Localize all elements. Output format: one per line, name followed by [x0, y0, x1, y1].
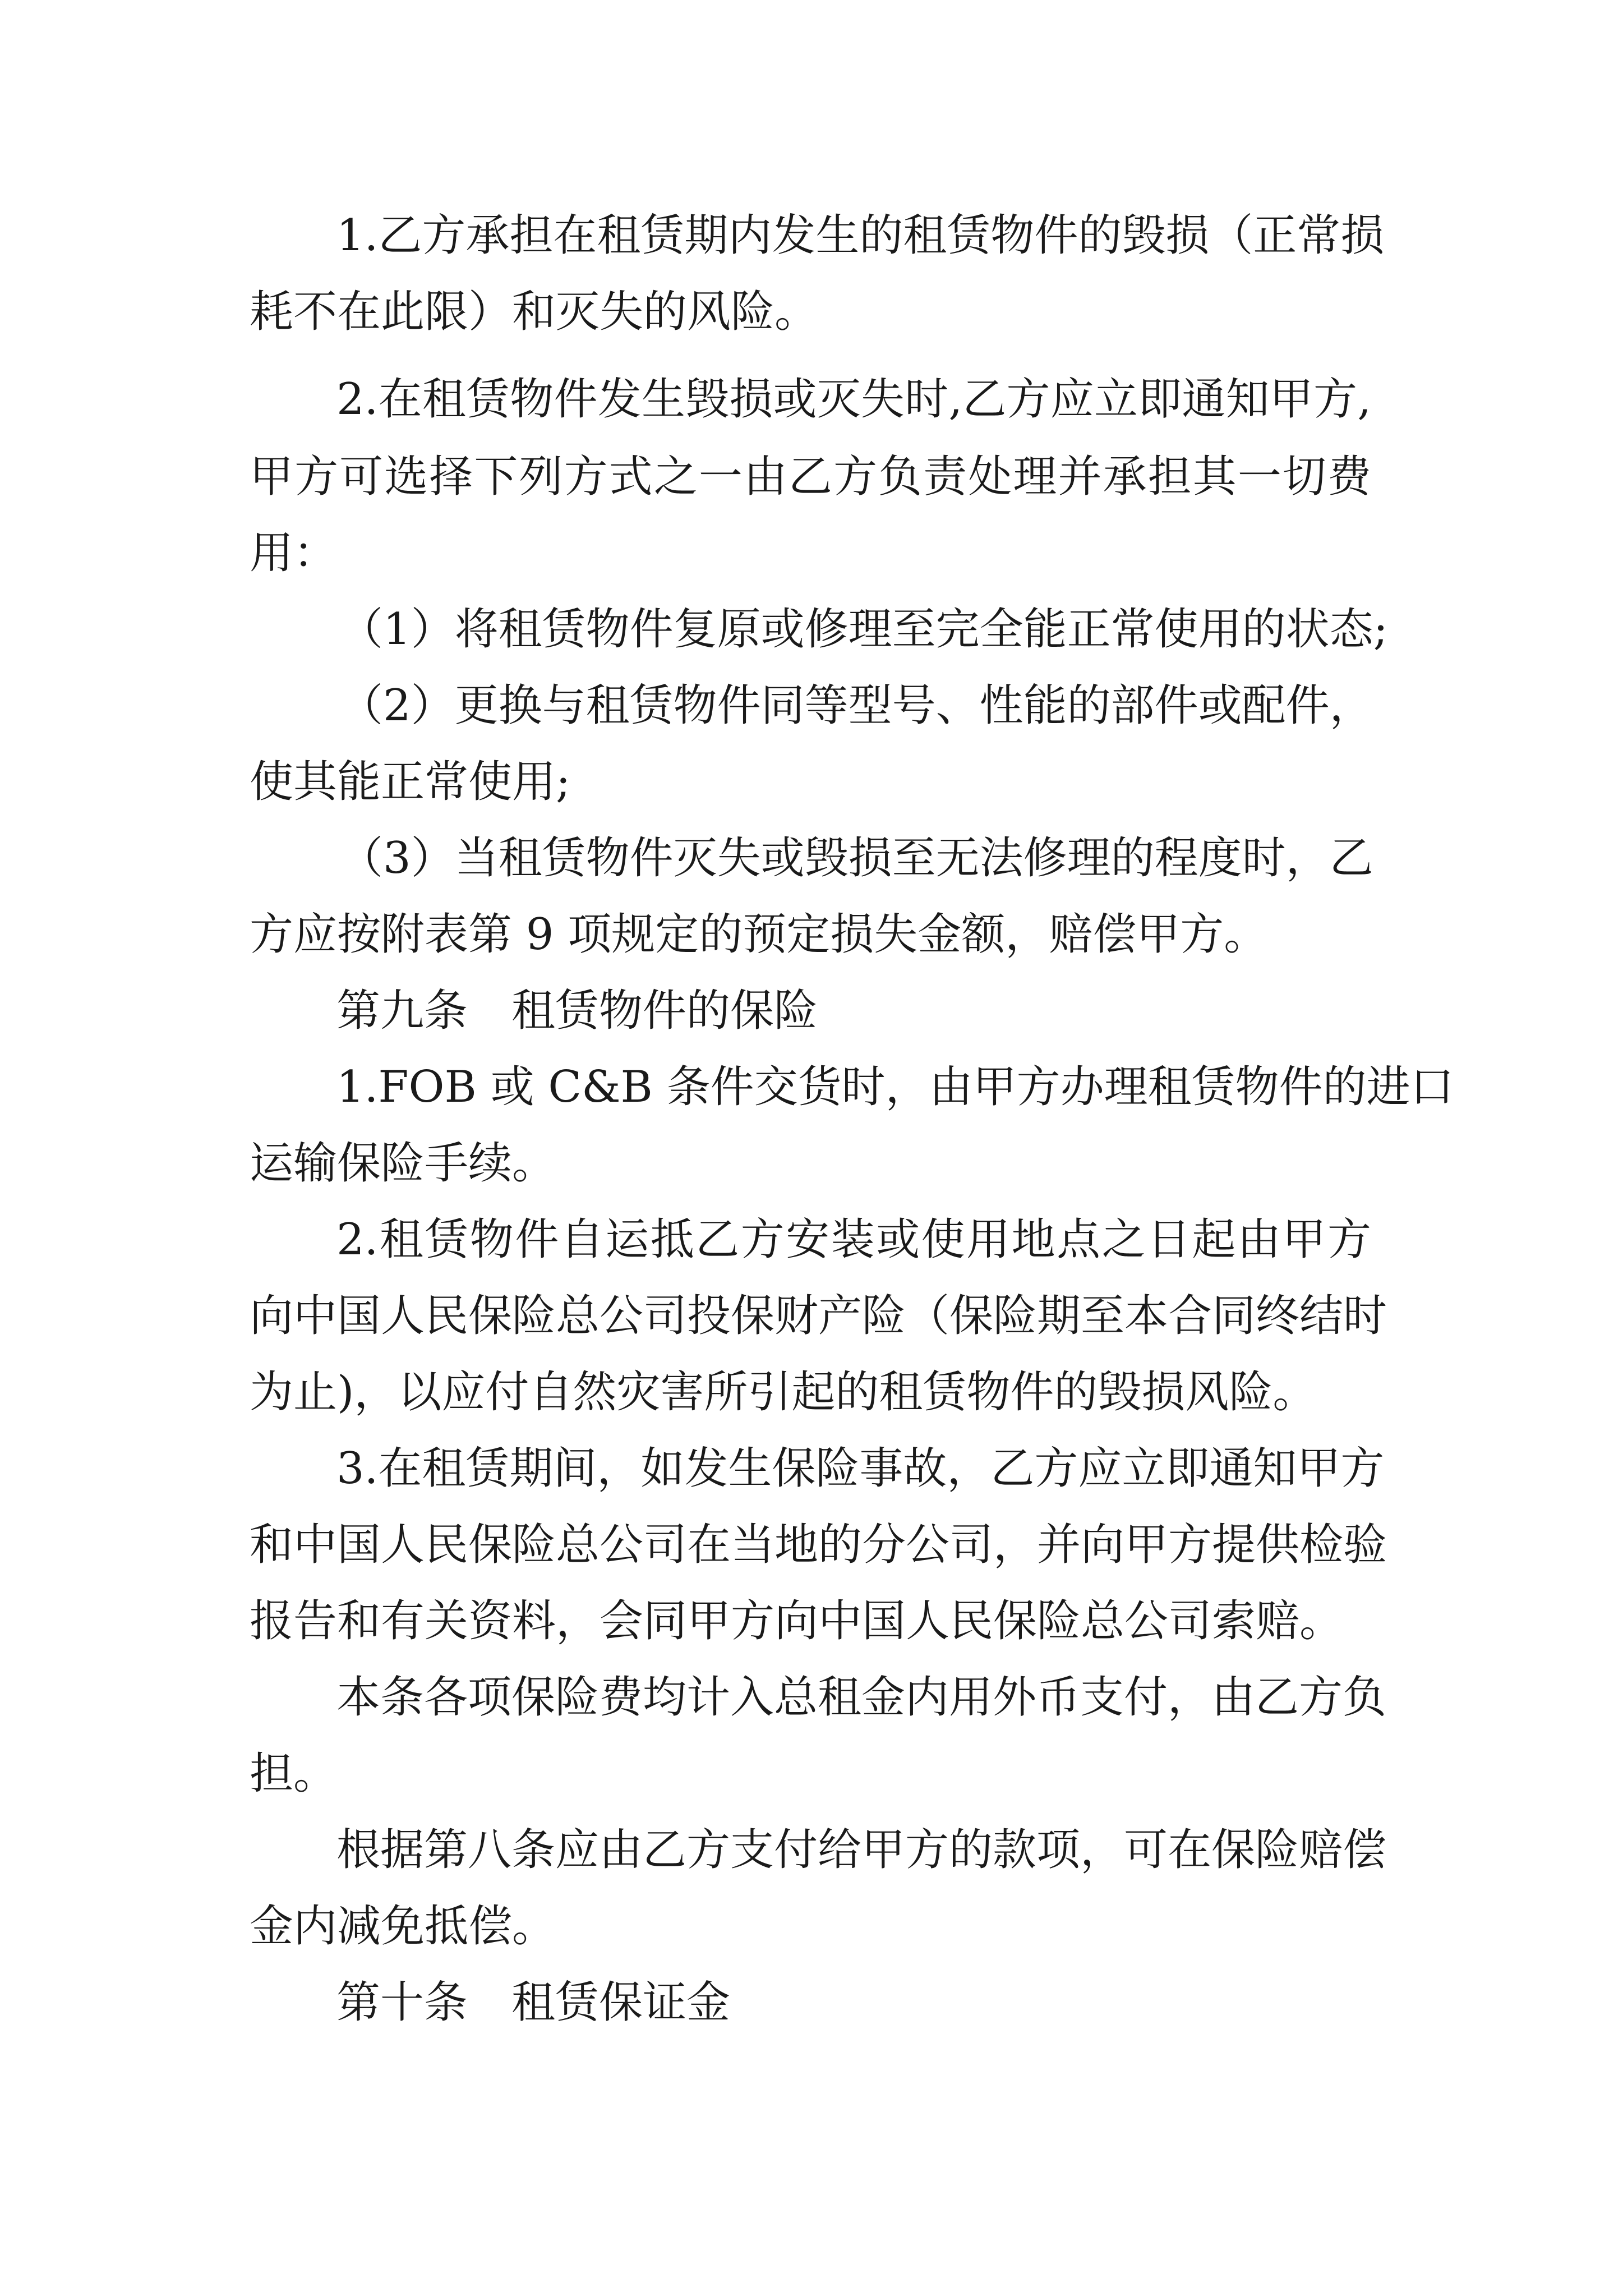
paragraph-line: （1）将租赁物件复原或修理至完全能正常使用的状态;: [339, 604, 1388, 655]
paragraph-line: 3.在租赁期间，如发生保险事故，乙方应立即通知甲方: [336, 1443, 1385, 1494]
paragraph-line: 运输保险手续。: [250, 1138, 556, 1189]
paragraph-line: 2.在租赁物件发生毁损或灭失时,乙方应立即通知甲方,: [336, 374, 1371, 425]
paragraph-line: 耗不在此限）和灭失的风险。: [250, 287, 819, 337]
paragraph-line: 方应按附表第 9 项规定的预定损失金额，赔偿甲方。: [250, 909, 1268, 960]
paragraph-line: 报告和有关资料，会同甲方向中国人民保险总公司索赔。: [250, 1596, 1344, 1646]
paragraph-line: 使其能正常使用;: [250, 757, 571, 807]
paragraph-line: 为止)，以应付自然灾害所引起的租赁物件的毁损风险。: [250, 1367, 1317, 1418]
paragraph-line: （2）更换与租赁物件同等型号、性能的部件或配件，: [339, 680, 1373, 731]
paragraph-line: 2.租赁物件自运抵乙方安装或使用地点之日起由甲方: [336, 1214, 1371, 1265]
paragraph-line: 本条各项保险费均计入总租金内用外币支付，由乙方负: [336, 1672, 1387, 1723]
paragraph-line: 根据第八条应由乙方支付给甲方的款项，可在保险赔偿: [336, 1825, 1387, 1875]
paragraph-line: 担。: [250, 1749, 338, 1799]
paragraph-line: 1.FOB 或 C&B 条件交货时，由甲方办理租赁物件的进口: [336, 1062, 1454, 1112]
paragraph-line: 和中国人民保险总公司在当地的分公司，并向甲方提供检验: [250, 1520, 1387, 1570]
section-heading: 第九条 租赁物件的保险: [336, 986, 818, 1036]
section-heading: 第十条 租赁保证金: [336, 1977, 731, 2028]
paragraph-line: 金内减免抵偿。: [250, 1901, 556, 1952]
paragraph-line: 用：: [250, 528, 338, 578]
paragraph-line: 1.乙方承担在租赁期内发生的租赁物件的毁损（正常损: [336, 210, 1385, 261]
paragraph-line: （3）当租赁物件灭失或毁损至无法修理的程度时，乙: [339, 833, 1373, 884]
paragraph-line: 甲方可选择下列方式之一由乙方负责处理并承担其一切费: [250, 452, 1371, 502]
paragraph-line: 向中国人民保险总公司投保财产险（保险期至本合同终结时: [250, 1291, 1387, 1341]
